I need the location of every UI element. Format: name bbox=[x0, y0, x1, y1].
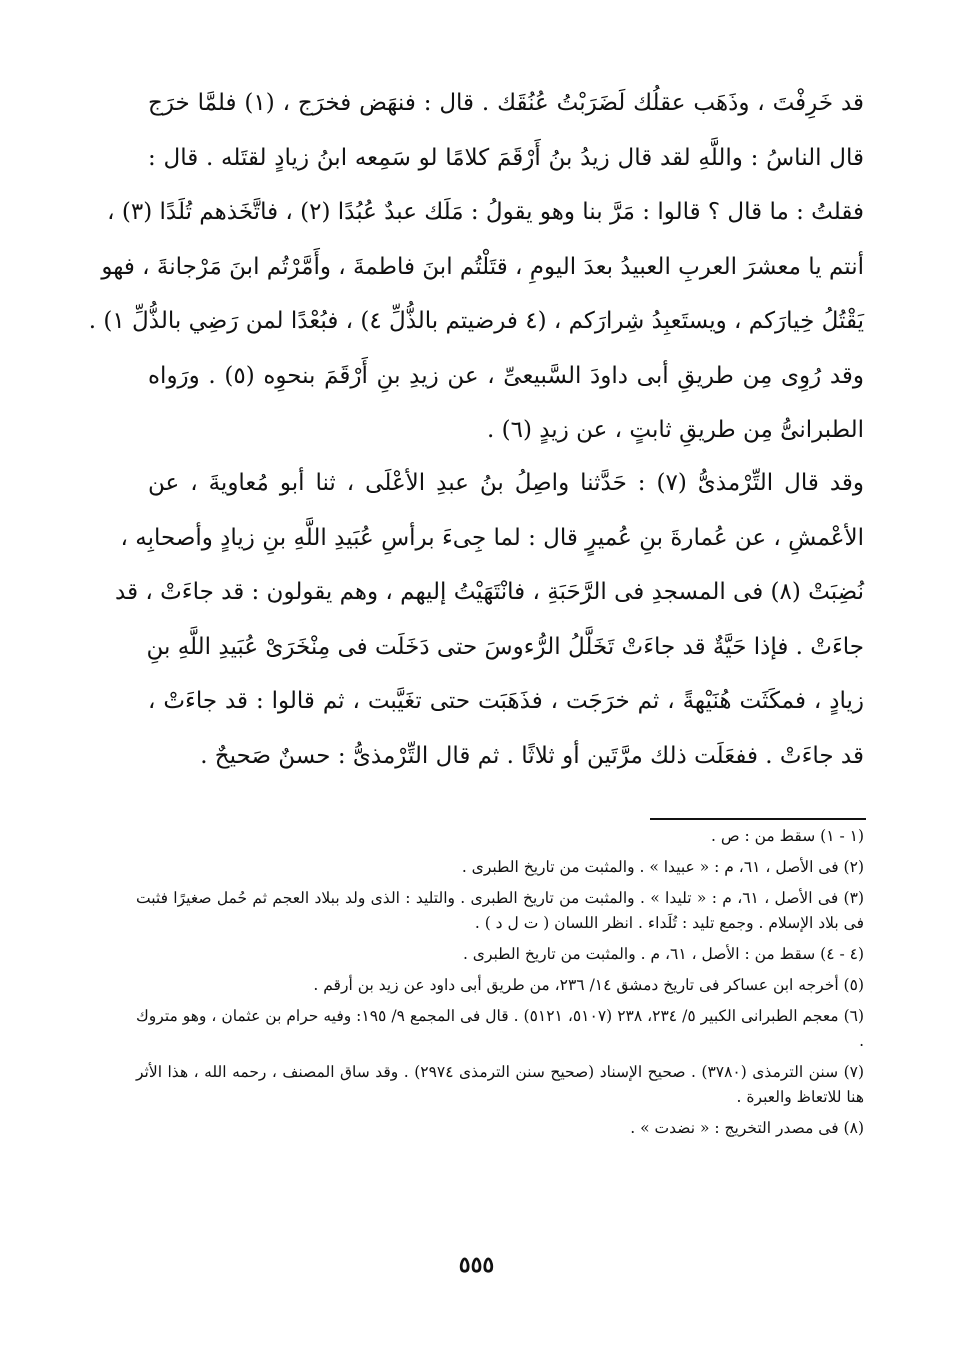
footnotes bbox=[136, 824, 864, 1147]
page-number: ٥٥٥ bbox=[458, 1252, 495, 1278]
footnote: (٨) فى مصدر التخريج : « نضدت » . bbox=[630, 1119, 864, 1137]
text-line: يَقْتُلُ خِيارَكم ، ويستَعبِدُ شِرارَكم ، (٤ فرضيتم بالذُّلِّ ٤) ، فبُعْدًا لمن رَضِي بالذُّلِّ ١) . bbox=[88, 308, 864, 334]
footnote: (٦) معجم الطبرانى الكبير ٥/ ٢٣٤، ٢٣٨ (٥١٠٧، ٥١٢١) . قال فى المجمع ٩/ ١٩٥: وفيه حرام بن عثمان ، وهو متروك . bbox=[136, 1007, 865, 1050]
text-line: جاءَتْ . فإذا حَيَّةٌ قد جاءَتْ تَخَلَّلُ الرُّءوسَ حتى دَخَلَت فى مِنْخَرَىْ عُبَيدِ اللَّهِ بنِ bbox=[146, 633, 864, 660]
text-line: وقد قال التِّرْمذىُّ (٧) : حَدَّثنا واصِلُ بنُ عبدِ الأعْلَى ، ثنا أبو مُعاويةَ ، عن bbox=[148, 470, 864, 496]
text-line: الطبرانىُّ مِن طريقِ ثابتٍ ، عن زيدٍ (٦) . bbox=[486, 417, 864, 443]
footnote: (٥) أخرجه ابن عساكر فى تاريخ دمشق ١٤/ ٢٣٦، من طريق أبى داود عن زيد بن أرقم . bbox=[313, 976, 864, 994]
footnote-divider bbox=[650, 818, 866, 820]
footnote: (٤ - ٤) سقط من : الأصل ، ٦١، م . والمثبت من تاريخ الطبرى . bbox=[462, 945, 864, 963]
main-paragraph-2 bbox=[115, 456, 864, 783]
text-line: نُضِبَتْ (٨) فى المسجدِ فى الرَّحَبَةِ ، فانْتَهَيْتُ إليهم ، وهم يقولون : قد جاءَتْ ، قد bbox=[115, 579, 864, 605]
text-line: قال الناسُ : واللَّهِ لقد قال زيدُ بنُ أَرْقَمَ كلامًا لو سَمِعه ابنُ زيادٍ لقتَله . قال : bbox=[148, 144, 864, 171]
text-line: زيادٍ ، فمكَثَت هُنَيْهةً ، ثم خرَجَت ، فذَهَبَت حتى تغَيَّبت ، ثم قالوا : قد جاءَتْ ، bbox=[148, 688, 864, 714]
text-line: أنتم يا معشرَ العربِ العبيدُ بعدَ اليومِ ، قتَلْتُم ابنَ فاطمةَ ، وأَمَّرْتُم ابنَ مَرْجانةَ ، فهو bbox=[101, 253, 864, 280]
text-line: قد خَرِفْتَ ، وذَهَب عقلُك لَضَرَبْتُ عُنُقَك . قال : فنهَض فخرَج ، (١) فلمَّا خرَج bbox=[148, 90, 865, 116]
footnote: (٢) فى الأصل ، ٦١، م : « عبيدا » . والمثبت من تاريخ الطبرى . bbox=[461, 858, 864, 876]
text-line: فقلتُ : ما قال ؟ قالوا : مَرَّ بنا وهو يقولُ : مَلَك عبدٌ عُبُدًا (٢) ، فاتَّخَذهم تُلَدًا (٣) ، bbox=[107, 199, 864, 225]
text-line: وقد رُوِى مِن طريقِ أبى داودَ السَّبيعىِّ ، عن زيدِ بنِ أَرْقَمَ بنحوِه (٥) . ورَواه bbox=[148, 362, 865, 389]
main-paragraph-1 bbox=[88, 76, 865, 458]
text-line: الأعْمشِ ، عن عُمارةَ بنِ عُميرٍ قال : لما جِىءَ برأسِ عُبَيدِ اللَّهِ بنِ زيادٍ وأصحابِه ، bbox=[120, 524, 864, 551]
footnote: (١ - ١) سقط من : ص . bbox=[710, 827, 864, 845]
text-line: قد جاءَتْ . ففعَلَت ذلك مرَّتَين أو ثلاثًا . ثم قال التِّرْمذىُّ : حسنٌ صَحيحٌ . bbox=[200, 742, 864, 769]
footnote: (٣) فى الأصل ، ٦١، م : « تليدا » . والمثبت من تاريخ الطبرى . والتليد : الذى ولد ببلاد العجم ثم حُمل صغيرًا فثبت فى بلاد الإسلام . وجمع تليد : تُلَداء . انظر اللسان ( ت ل د ) . bbox=[136, 889, 864, 932]
footnote: (٧) سنن الترمذى (٣٧٨٠) . صحيح الإسناد (صحيح سنن الترمذى ٢٩٧٤) . وقد ساق المصنف ، رحمه الله ، هذا الأثر هنا للاتعاظ والعبرة . bbox=[136, 1063, 865, 1106]
